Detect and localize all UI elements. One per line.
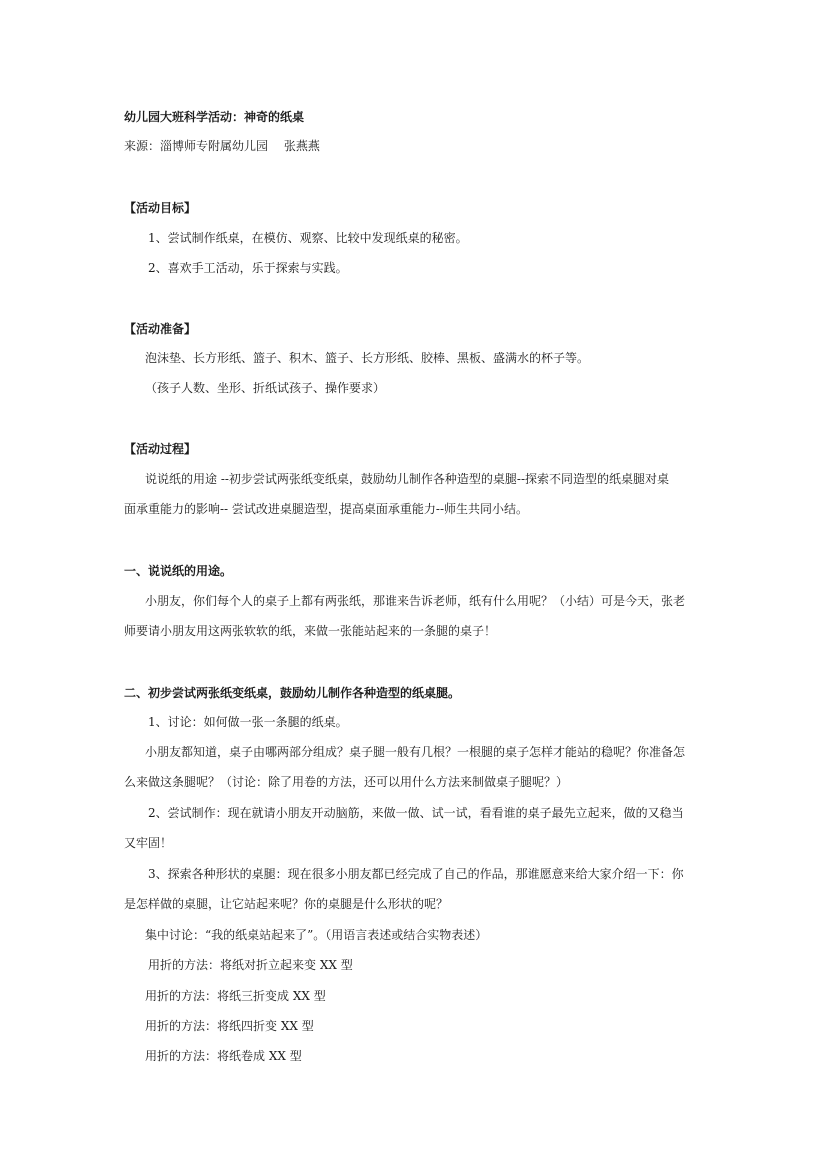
section2-step1-body-line-2: 么来做这条腿呢？（讨论：除了用卷的方法，还可以用什么方法来制做桌子腿呢？） <box>124 775 569 789</box>
process-heading: 【活动过程】 <box>124 442 197 456</box>
section2-step1: 1、讨论：如何做一张一条腿的纸桌。 <box>148 715 348 729</box>
section2-discussion: 集中讨论：“我的纸桌站起来了”。（用语言表述或结合实物表述） <box>145 928 488 942</box>
section1-heading: 一、说说纸的用途。 <box>124 564 233 578</box>
method-item-2: 用折的方法：将纸三折变成 XX 型 <box>145 989 326 1003</box>
section2-step3-line-1: 3、探索各种形状的桌腿：现在很多小朋友都已经完成了自己的作品，那谁愿意来给大家介绍一下：你 <box>148 867 684 881</box>
section2-step1-body-line-1: 小朋友都知道，桌子由哪两部分组成？桌子腿一般有几根？一根腿的桌子怎样才能站的稳呢？你准备怎 <box>145 745 686 759</box>
section2-step2-line-2: 又牢固！ <box>124 836 173 850</box>
process-summary-line-2: 面承重能力的影响-- 尝试改进桌腿造型，提高桌面承重能力--师生共同小结。 <box>124 502 529 516</box>
process-summary-line-1: 说说纸的用途 --初步尝试两张纸变纸桌，鼓励幼儿制作各种造型的桌腿--探索不同造型的纸桌腿对桌 <box>145 472 670 486</box>
section1-body-line-1: 小朋友，你们每个人的桌子上都有两张纸，那谁来告诉老师，纸有什么用呢？（小结）可是今天，张老 <box>145 594 686 608</box>
goal-item-2: 2、喜欢手工活动，乐于探索与实践。 <box>148 261 348 275</box>
prep-heading: 【活动准备】 <box>124 322 197 336</box>
goals-heading: 【活动目标】 <box>124 201 197 215</box>
goal-item-1: 1、尝试制作纸桌，在模仿、观察、比较中发现纸桌的秘密。 <box>148 231 468 245</box>
method-item-4: 用折的方法：将纸卷成 XX 型 <box>145 1049 302 1063</box>
document-title: 幼儿园大班科学活动：神奇的纸桌 <box>124 110 305 124</box>
method-item-3: 用折的方法：将纸四折变 XX 型 <box>145 1019 314 1033</box>
section2-step3-line-2: 是怎样做的桌腿，让它站起来呢？你的桌腿是什么形状的呢？ <box>124 897 449 911</box>
document-source: 来源：淄博师专附属幼儿园 张燕燕 <box>124 139 320 153</box>
method-item-1: 用折的方法：将纸对折立起来变 XX 型 <box>148 958 353 972</box>
section2-step2-line-1: 2、尝试制作：现在就请小朋友开动脑筋，来做一做、试一试，看看谁的桌子最先立起来，做的又稳当 <box>148 806 684 820</box>
prep-materials: 泡沫垫、长方形纸、篮子、积木、篮子、长方形纸、胶棒、黑板、盛满水的杯子等。 <box>145 351 590 365</box>
section2-heading: 二、初步尝试两张纸变纸桌，鼓励幼儿制作各种造型的纸桌腿。 <box>124 686 461 700</box>
prep-note: （孩子人数、坐形、折纸试孩子、操作要求） <box>145 381 386 395</box>
section1-body-line-2: 师要请小朋友用这两张软软的纸，来做一张能站起来的一条腿的桌子！ <box>124 624 497 638</box>
